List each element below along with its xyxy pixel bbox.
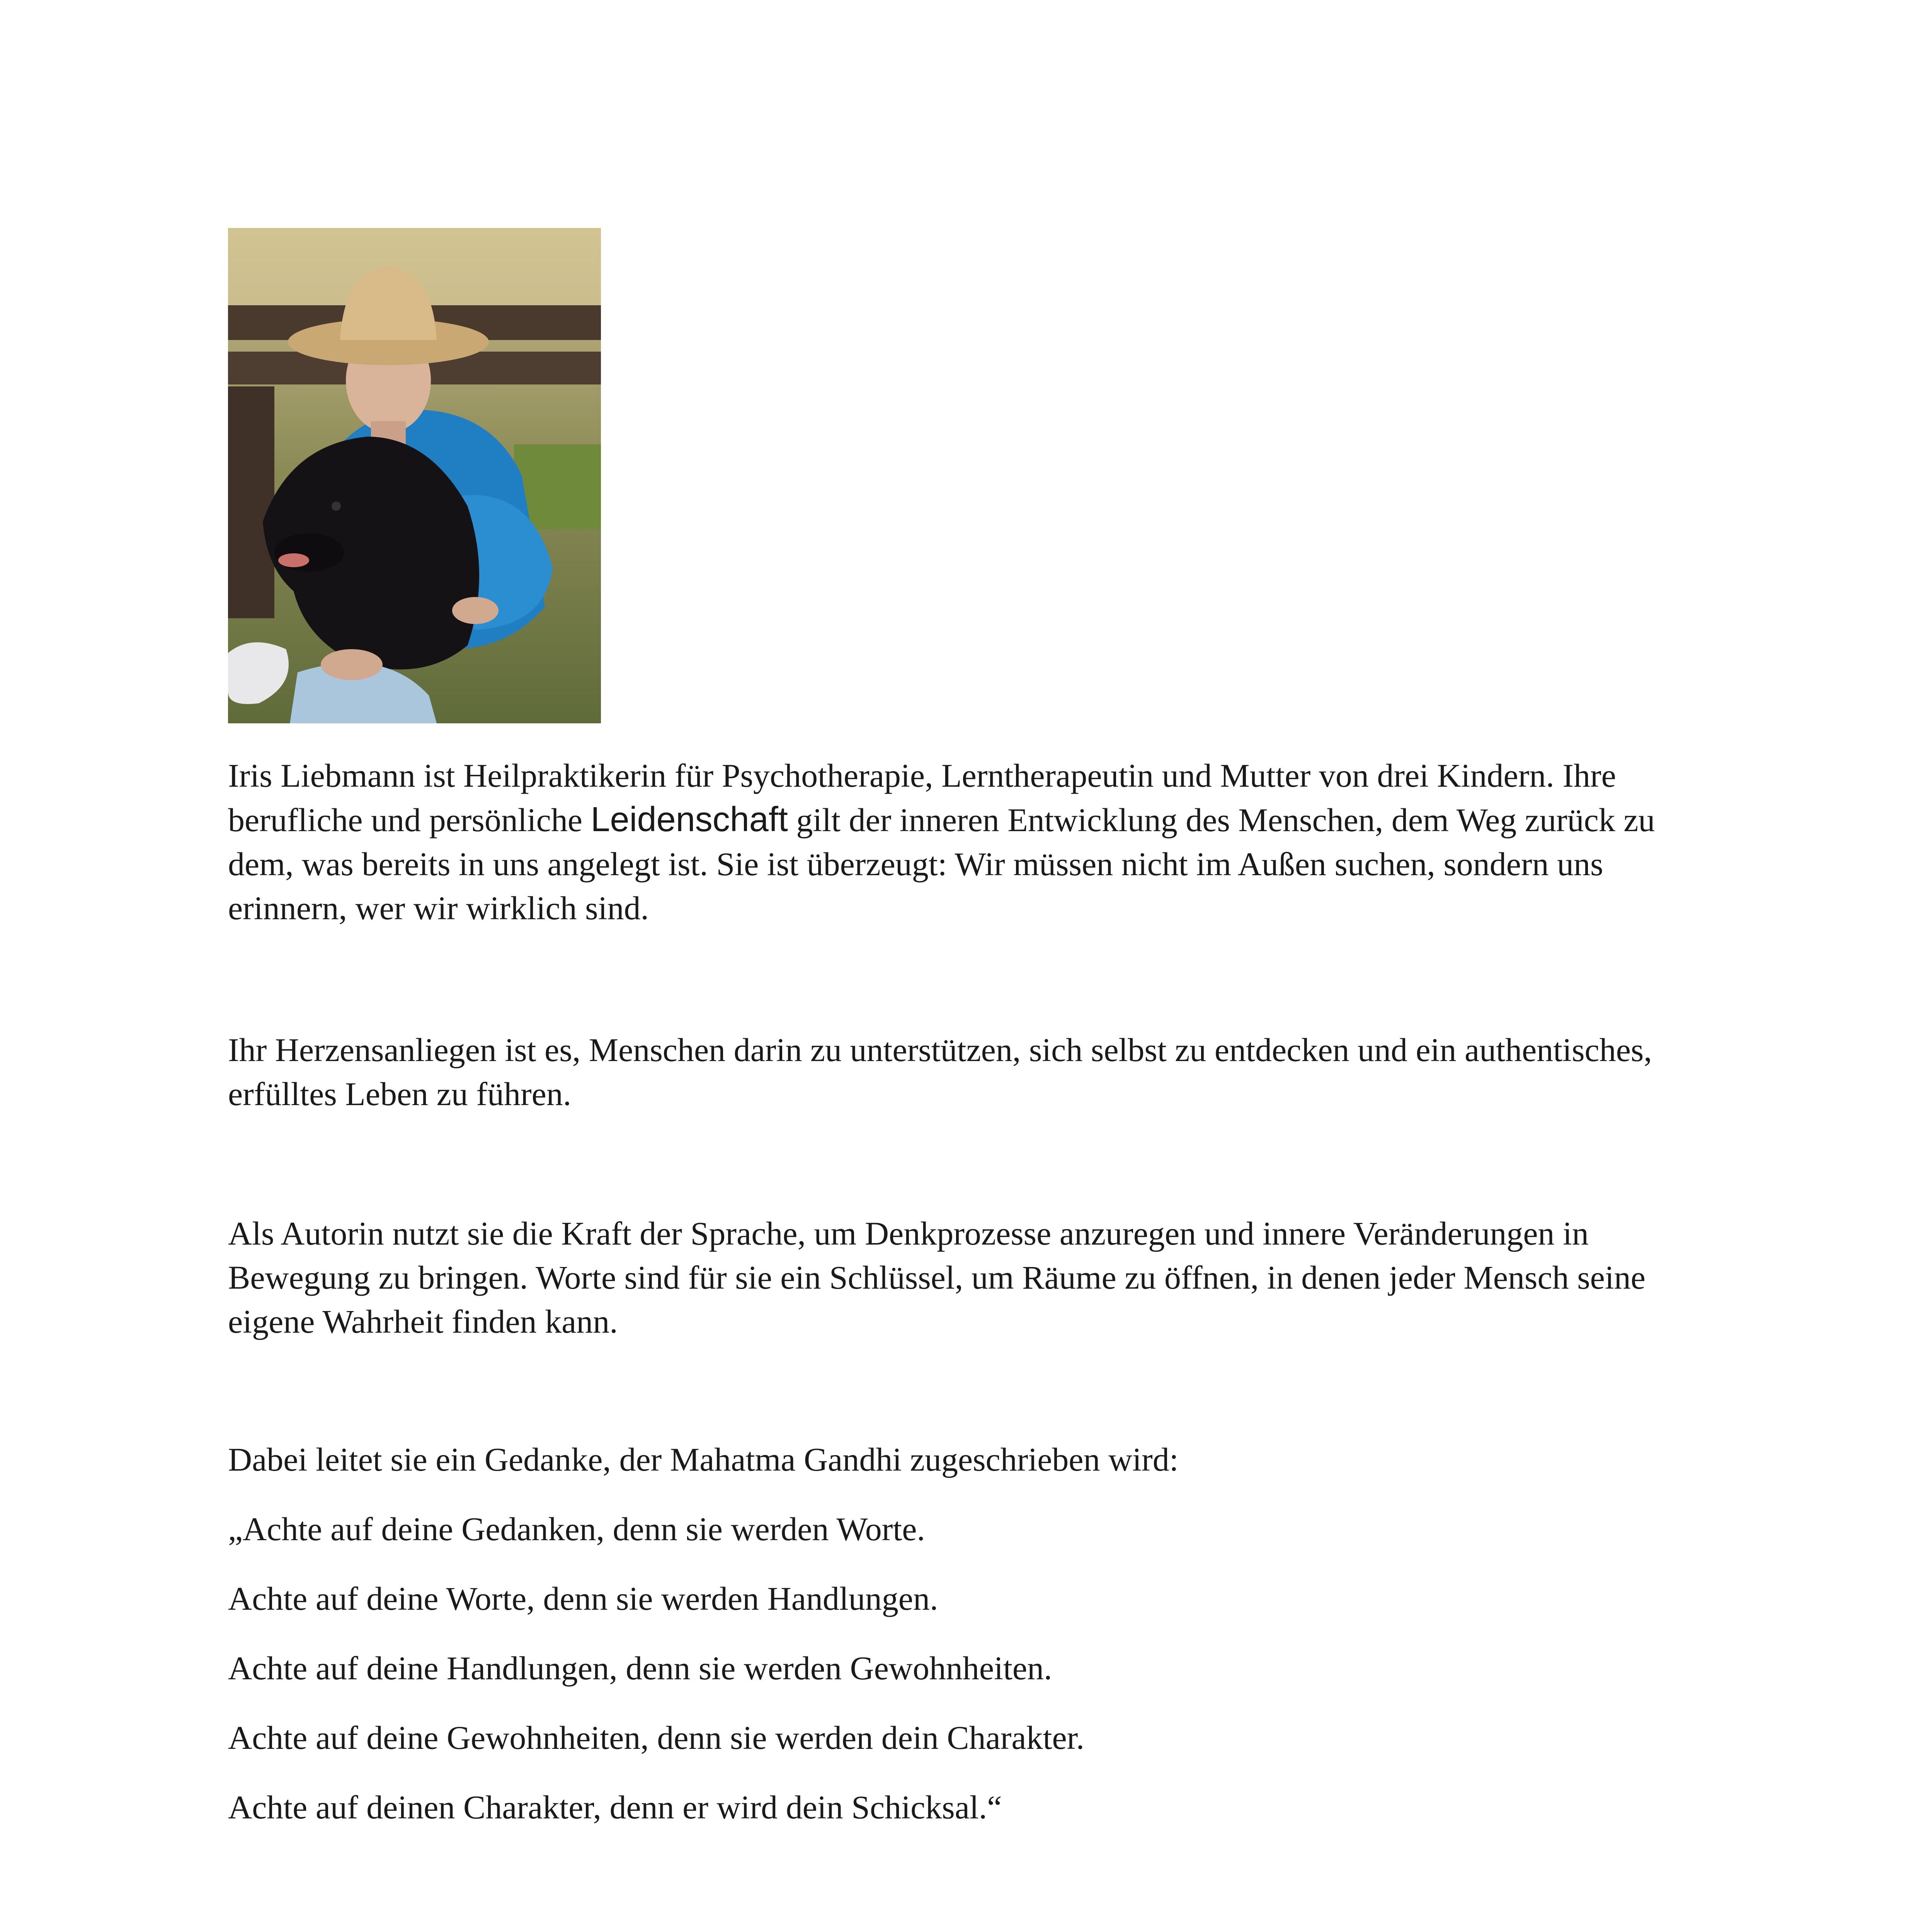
quote-line: Achte auf deinen Charakter, denn er wird dein Schicksal.“ xyxy=(228,1789,1002,1826)
bio-p1-start: Iris Liebmann ist Heilpraktikerin für Psychotherapie, Lerntherapeutin und Mutter von drei Kindern. Ihre berufliche und persönliche xyxy=(228,757,1616,838)
author-portrait-icon xyxy=(228,228,601,723)
quote-line: Achte auf deine Worte, denn sie werden Handlungen. xyxy=(228,1580,938,1617)
author-photo xyxy=(228,228,601,723)
bio-paragraph-last xyxy=(228,1928,1712,1932)
bio-paragraph-1 xyxy=(228,753,1712,930)
bio-paragraph-3: Als Autorin nutzt sie die Kraft der Sprache, um Denkprozesse anzuregen und innere Veränderungen in Bewegung zu bringen. Worte sind für sie ein Schlüssel, um Räume zu öffnen, in denen jeder Mensch seine eigene Wahrheit finden kann. xyxy=(228,1215,1645,1340)
quote-line: Achte auf deine Handlungen, denn sie werden Gewohnheiten. xyxy=(228,1650,1052,1687)
bio-p1-highlight: Leidenschaft xyxy=(590,800,788,839)
bio-p1-end: gilt der inneren Entwicklung des Menschen, dem Weg zurück zu dem, was bereits in uns angelegt ist. Sie ist überzeugt: Wir müssen nicht im Außen suchen, sondern uns erinnern, wer wir wirklich sind. xyxy=(228,801,1655,927)
quote-line: „Achte auf deine Gedanken, denn sie werden Worte. xyxy=(228,1510,925,1548)
bio-paragraph-2: Ihr Herzensanliegen ist es, Menschen darin zu unterstützen, sich selbst zu entdecken und ein authentisches, erfülltes Leben zu führen. xyxy=(228,1031,1652,1112)
quote-intro: Dabei leitet sie ein Gedanke, der Mahatma Gandhi zugeschrieben wird: xyxy=(228,1441,1179,1478)
quote-line: Achte auf deine Gewohnheiten, denn sie werden dein Charakter. xyxy=(228,1719,1085,1756)
